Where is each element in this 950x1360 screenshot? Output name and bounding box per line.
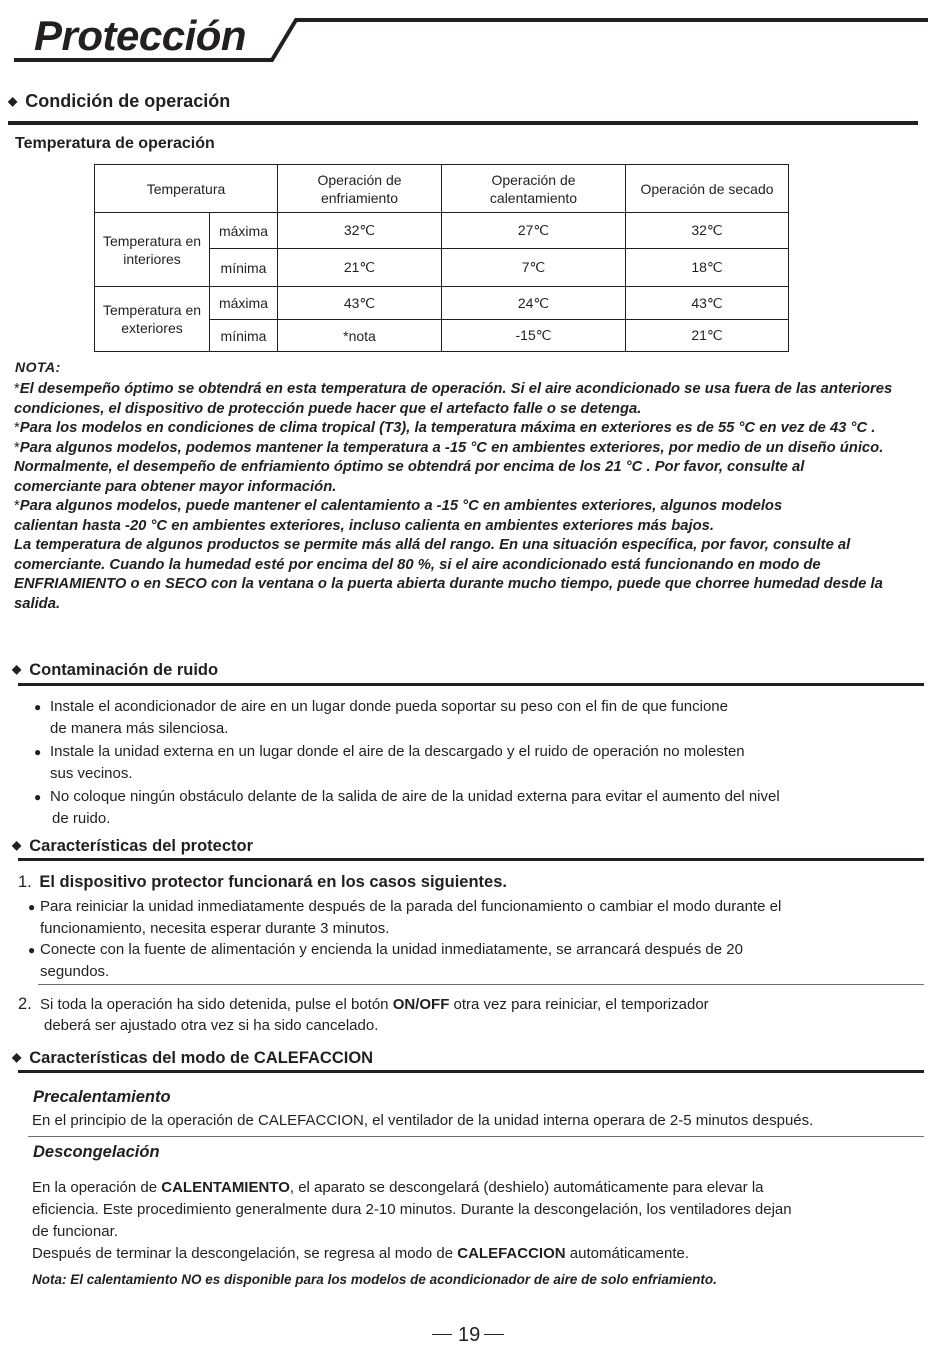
table-cell: 24℃ — [442, 287, 626, 320]
table-row — [95, 213, 789, 249]
defrost-text: En la operación de CALENTAMIENTO, el aparato se descongelará (deshielo) automáticamente para elevar la eficiencia. Este procedimiento generalmente dura 2-10 minutos. Durante la descongelación, los ventiladores dejan de funcionar. Después de terminar la descongelación, se regresa al modo de CALEFACCION automáticamente. — [32, 1179, 792, 1262]
section-divider — [18, 858, 924, 861]
table-row — [95, 287, 789, 320]
section-heading-operation: ◆ Condición de operación — [8, 91, 231, 111]
list-item: ● No coloque ningún obstáculo delante de la salida de aire de la unidad externa para evitar el aumento del nivel de ruido. — [34, 788, 780, 827]
note-paragraph: La temperatura de algunos productos se permite más allá del rango. En una situación específica, por favor, consulte al comerciante. Cuando la humedad esté por encima del 80 %, si el aire acondicionado está funcionando en modo de ENFRIAMIENTO o en SECO con la ventana o la puerta abierta durante mucho tiempo, puede que chorree humedad desde la salida. — [14, 537, 883, 612]
protector-bullets — [28, 896, 918, 982]
table-group-cell: Temperatura en exteriores — [95, 287, 210, 352]
table-cell: 32℃ — [278, 213, 442, 249]
operation-temperature-table — [94, 164, 789, 352]
diamond-icon: ◆ — [12, 1050, 22, 1064]
bullet-icon: ● — [28, 943, 36, 957]
list-item: ● Instale el acondicionador de aire en un lugar donde pueda soportar su peso con el fin de que funcione de manera más silenciosa. — [34, 698, 728, 737]
diamond-icon: ◆ — [12, 838, 22, 852]
notes-block — [14, 380, 914, 614]
table-cell: 21℃ — [626, 320, 789, 352]
protector-item-1: 1. El dispositivo protector funcionará en los casos siguientes. — [18, 873, 507, 891]
bullet-icon: ● — [28, 900, 36, 914]
preheat-text: En el principio de la operación de CALEFACCION, el ventilador de la unidad interna operara de 2-5 minutos después. — [32, 1112, 814, 1129]
page-number: 19 — [432, 1324, 504, 1347]
table-header-row — [95, 165, 789, 213]
table-cell: 7℃ — [442, 249, 626, 287]
defrost-title: Descongelación — [33, 1143, 160, 1161]
table-cell: mínima — [210, 320, 278, 352]
section-divider — [8, 121, 918, 125]
preheat-title: Precalentamiento — [33, 1088, 171, 1106]
table-header-cell: Operación de enfriamiento — [278, 165, 442, 213]
noise-list — [34, 696, 914, 829]
section-divider — [18, 1070, 924, 1073]
table-cell: 32℃ — [626, 213, 789, 249]
protector-item-2: 2. Si toda la operación ha sido detenida, pulse el botón ON/OFF otra vez para reiniciar, el temporizador deberá ser ajustado otra vez si ha sido cancelado. — [18, 995, 709, 1034]
section-divider — [18, 683, 924, 686]
section-heading-heating: ◆ Características del modo de CALEFACCION — [12, 1049, 374, 1067]
page-title: Protección — [34, 12, 247, 59]
table-cell: 27℃ — [442, 213, 626, 249]
operation-subheading: Temperatura de operación — [15, 135, 215, 152]
title-rule-graphic — [0, 0, 950, 70]
section-heading-noise: ◆ Contaminación de ruido — [12, 661, 219, 679]
bullet-icon: ● — [34, 790, 42, 804]
table-cell: 43℃ — [626, 287, 789, 320]
note-paragraph: *El desempeño óptimo se obtendrá en esta temperatura de operación. Si el aire acondicionado se usa fuera de las anteriores condiciones, el dispositivo de protección puede hacer que el artefacto falle o se detenga. — [14, 381, 893, 417]
nota-label: NOTA: — [15, 359, 61, 375]
table-cell: 18℃ — [626, 249, 789, 287]
table-cell: mínima — [210, 249, 278, 287]
table-header-cell: Temperatura — [95, 165, 278, 213]
divider-line — [28, 1136, 924, 1137]
diamond-icon: ◆ — [12, 662, 22, 676]
bullet-icon: ● — [34, 745, 42, 759]
table-cell: -15℃ — [442, 320, 626, 352]
table-cell: *nota — [278, 320, 442, 352]
table-group-cell: Temperatura en interiores — [95, 213, 210, 287]
table-cell: 21℃ — [278, 249, 442, 287]
table-cell: máxima — [210, 213, 278, 249]
list-item: ● Para reiniciar la unidad inmediatamente después de la parada del funcionamiento o cambiar el modo durante el funcionamiento, necesita esperar durante 3 minutos. — [28, 898, 782, 937]
note-paragraph: *Para los modelos en condiciones de clima tropical (T3), la temperatura máxima en exteriores es de 55 °C en vez de 43 °C . — [14, 420, 876, 436]
table-cell: máxima — [210, 287, 278, 320]
table-cell: 43℃ — [278, 287, 442, 320]
heating-final-note: Nota: El calentamiento NO es disponible para los modelos de acondicionador de aire de solo enfriamiento. — [32, 1272, 717, 1287]
note-paragraph: *Para algunos modelos, podemos mantener la temperatura a -15 °C en ambientes exteriores, por medio de un diseño único. Normalmente, el desempeño de enfriamiento óptimo se obtendrá por encima de los 21 °C . Por favor, consulte al comerciante para obtener mayor información. — [14, 439, 884, 495]
bullet-icon: ● — [34, 700, 42, 714]
table-header-cell: Operación de secado — [626, 165, 789, 213]
note-paragraph: *Para algunos modelos, puede mantener el calentamiento a -15 °C en ambientes exteriores, algunos modelos calientan hasta -20 °C en ambientes exteriores, incluso calienta en ambientes exteriores más bajos. — [14, 498, 783, 534]
table-header-cell: Operación de calentamiento — [442, 165, 626, 213]
diamond-icon: ◆ — [8, 94, 18, 108]
section-heading-protector: ◆ Características del protector — [12, 837, 253, 855]
list-item: ● Instale la unidad externa en un lugar donde el aire de la descargado y el ruido de operación no molesten sus vecinos. — [34, 743, 745, 782]
divider-line — [38, 984, 924, 985]
list-item: ● Conecte con la fuente de alimentación y encienda la unidad inmediatamente, se arrancará después de 20 segundos. — [28, 941, 743, 980]
